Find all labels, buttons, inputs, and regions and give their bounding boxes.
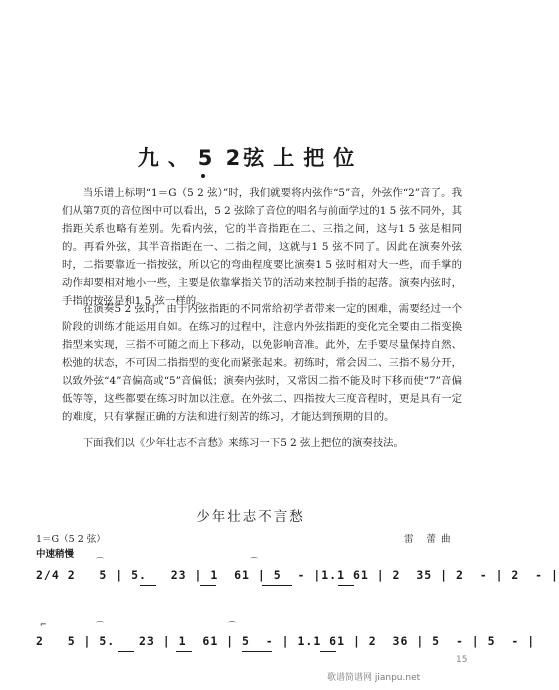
fingering-mark-icon: ⌒ bbox=[228, 621, 236, 630]
title-suffix: 弦上把位 bbox=[243, 145, 364, 171]
underline-beam bbox=[338, 585, 354, 586]
paragraph-1: 当乐谱上标明“1＝G（5 2 弦）”时，我们就要将内弦作“5”音，外弦作“2”音了。我们从第7页的音位图中可以看出，5 2 弦除了音位的唱名与前面学过的1 5 弦不同外，其指距关系也略有差别。先看内弦，它的半音指距在二、三指之间，这与1 5 弦是相同的。再看外弦，其半音指距在一、二指之间，这就与1 5 弦不同了。因此在演奏外弦时，二指要靠近一指按弦，所以它的弯曲程度要比演奏1 5 弦时相对大一些，而手掌的动作却要相对地小一些，主要是依靠掌指关节的活动来控制手指的起落。演奏内弦时，手指的按弦是和1 5 弦一样的。 bbox=[62, 187, 462, 307]
song-key: 1＝G（5 2 弦） bbox=[36, 534, 106, 545]
underline-beam bbox=[118, 651, 134, 652]
site-watermark: 歌谱简谱网 jianpu.net bbox=[327, 673, 421, 683]
title-prefix: 九、 bbox=[137, 145, 198, 171]
fingering-mark-icon: ⌒ bbox=[250, 557, 258, 566]
page-number: 15 bbox=[456, 655, 468, 665]
fingering-mark-icon: ⌒ bbox=[96, 557, 104, 566]
underline-beam bbox=[176, 651, 192, 652]
song-tempo: 中速稍慢 bbox=[36, 549, 75, 560]
underline-beam bbox=[320, 651, 336, 652]
paragraph-3: 下面我们以《少年壮志不言愁》来练习一下5 2 弦上把位的演奏技法。 bbox=[82, 437, 404, 449]
underline-beam bbox=[200, 585, 216, 586]
section-title bbox=[0, 142, 501, 172]
underline-beam bbox=[262, 585, 292, 586]
low-octave-dot-icon bbox=[201, 174, 205, 178]
notation-line-2: 2 5 | 5. 23 | 1 61 | 5 - | 1.1 61 | 2 36 | 5 - | 5 - | bbox=[36, 634, 536, 648]
notation-line-1: 2/4 2 5 | 5. 23 | 1 61 | 5 - |1.1 61 | 2 35 | 2 - | 2 - | bbox=[36, 568, 559, 582]
song-title: 少年壮志不言愁 bbox=[196, 509, 305, 525]
song-composer: 雷 蕾曲 bbox=[404, 534, 456, 545]
fingering-mark-icon: ⌒ bbox=[96, 621, 104, 630]
underline-beam bbox=[242, 651, 272, 652]
bowing-mark-icon: ⌐ bbox=[40, 620, 47, 629]
underline-beam bbox=[140, 585, 156, 586]
title-string-number: 5 2 bbox=[198, 146, 244, 170]
paragraph-2: 在演奏5 2 弦时，由于内弦指距的不同常给初学者带来一定的困难，需要经过一个阶段的训练才能运用自如。在练习的过程中，注意内外弦指距的变化完全要由二指变换指型来实现，三指不可随之而上下移动，以免影响音准。此外，左手要尽量保持自然、松弛的状态，不可因二指指型的变化而紧张起来。初练时，常会因二、三指不易分开，以致外弦“4”音偏高或“5”音偏低；演奏内弦时，又常因二指不能及时下移而使“7”音偏低等等，这些都要在练习时加以注意。在外弦二、四指按大三度音程时，更是具有一定的难度，只有掌握正确的方法和进行刻苦的练习，才能达到预期的目的。 bbox=[62, 303, 462, 423]
